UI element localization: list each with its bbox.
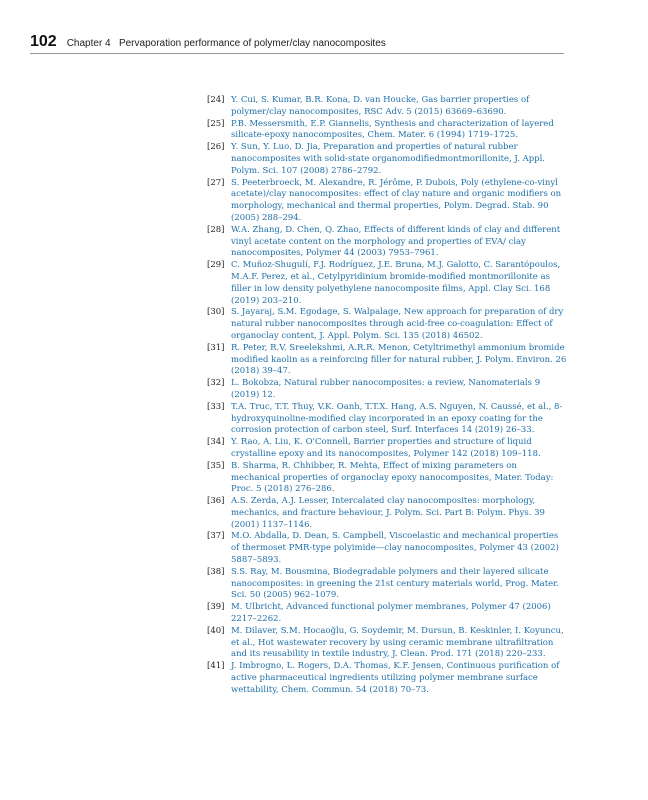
reference-item bbox=[207, 260, 567, 307]
reference-text[interactable]: Y. Sun, Y. Luo, D. Jia, Preparation and properties of natural rubber nanocomposites with solid-state organomodifiedmontmorillonite, J. Appl. Polym. Sci. 107 (2008) 2786–2792. bbox=[231, 142, 546, 176]
reference-number: [25] bbox=[207, 118, 225, 129]
reference-item bbox=[207, 225, 567, 260]
reference-number: [37] bbox=[207, 531, 225, 542]
reference-text[interactable]: S. Peeterbroeck, M. Alexandre, R. Jérôme, P. Dubois, Poly (ethylene-co-vinyl acetate)/clay nanocomposites: effect of clay nature and organic modifiers on morphology, mechanical and thermal properties, Polym. Degrad. Stab. 90 (2005) 288–294. bbox=[231, 177, 562, 223]
reference-number: [36] bbox=[207, 496, 225, 507]
reference-item bbox=[207, 378, 567, 402]
reference-item bbox=[207, 602, 567, 626]
reference-item bbox=[207, 437, 567, 461]
reference-number: [32] bbox=[207, 378, 225, 389]
reference-number: [40] bbox=[207, 625, 225, 636]
reference-number: [27] bbox=[207, 177, 225, 188]
reference-text[interactable]: S. Jayaraj, S.M. Egodage, S. Walpalage, New approach for preparation of dry natural rubber nanocomposites through acid-free co-coagulation: Effect of organoclay content, J. Appl. Polym. Sci. 135 (2018) 46502. bbox=[231, 307, 564, 341]
reference-text[interactable]: R. Peter, R.V. Sreelekshmi, A.R.R. Menon, Cetyltrimethyl ammonium bromide modified kaolin as a reinforcing filler for natural rubber, J. Polym. Environ. 26 (2018) 39–47. bbox=[231, 342, 567, 377]
reference-item bbox=[207, 178, 567, 225]
reference-number: [33] bbox=[207, 401, 225, 412]
reference-text[interactable]: S.S. Ray, M. Bousmina, Biodegradable polymers and their layered silicate nanocomposites: in greening the 21st century materials world, Prog. Mater. Sci. 50 (2005) 962–1079. bbox=[231, 566, 560, 601]
reference-number: [34] bbox=[207, 437, 225, 448]
running-head: Chapter 4 Pervaporation performance of polymer/clay nanocomposites bbox=[66, 38, 386, 49]
reference-text[interactable]: P.B. Messersmith, E.P. Giannelis, Synthesis and characterization of layered silicate-epoxy nanocomposites, Chem. Mater. 6 (1994) 1719–1725. bbox=[231, 118, 554, 141]
reference-list bbox=[207, 95, 567, 697]
reference-item bbox=[207, 343, 567, 378]
reference-text[interactable]: T.A. Truc, T.T. Thuy, V.K. Oanh, T.T.X. Hang, A.S. Nguyen, N. Caussé, et al., 8-hydroxyquinoline-modified clay incorporated in an epoxy coating for the corrosion protection of carbon steel, Surf. Interfaces 14 (2019) 26–33. bbox=[231, 401, 563, 436]
reference-text[interactable]: Y. Rao, A. Liu, K. O'Connell, Barrier properties and structure of liquid crystalline epoxy and its nanocomposites, Polymer 142 (2018) 109–118. bbox=[231, 437, 541, 459]
reference-item bbox=[207, 307, 567, 342]
reference-number: [30] bbox=[207, 307, 225, 318]
reference-item bbox=[207, 142, 567, 177]
reference-text[interactable]: M. Dilaver, S.M. Hocaoğlu, G. Soydemir, M. Dursun, B. Keskinler, I. Koyuncu, et al., Hot wastewater recovery by using ceramic membrane ultrafiltration and its reusability in textile industry, J. Clean. Prod. 171 (2018) 220–233. bbox=[231, 625, 564, 660]
reference-number: [41] bbox=[207, 661, 225, 672]
reference-number: [35] bbox=[207, 460, 225, 471]
reference-number: [29] bbox=[207, 260, 225, 271]
reference-number: [24] bbox=[207, 95, 225, 105]
reference-text[interactable]: B. Sharma, R. Chhibber, R. Mehta, Effect of mixing parameters on mechanical properties of organoclay epoxy nanocomposites, Mater. Today: Proc. 5 (2018) 276–286. bbox=[231, 460, 554, 495]
reference-item bbox=[207, 567, 567, 602]
reference-text[interactable]: M. Ulbricht, Advanced functional polymer membranes, Polymer 47 (2006) 2217–2262. bbox=[231, 602, 551, 625]
reference-item bbox=[207, 531, 567, 566]
reference-text[interactable]: J. Imbrogno, L. Rogers, D.A. Thomas, K.F. Jensen, Continuous purification of active pharmaceutical ingredients utilizing polymer membrane surface wettability, Chem. Commun. 54 (2018) 70–73. bbox=[231, 661, 560, 695]
reference-item bbox=[207, 119, 567, 143]
reference-item bbox=[207, 461, 567, 496]
reference-number: [28] bbox=[207, 224, 225, 235]
reference-number: [39] bbox=[207, 602, 225, 613]
reference-number: [26] bbox=[207, 142, 225, 153]
reference-item bbox=[207, 496, 567, 531]
reference-text[interactable]: M.O. Abdalla, D. Dean, S. Campbell, Viscoelastic and mechanical properties of thermoset PMR-type polyimide—clay nanocomposites, Polymer 43 (2002) 5887–5893. bbox=[231, 531, 559, 566]
reference-text[interactable]: W.A. Zhang, D. Chen, Q. Zhao, Effects of different kinds of clay and different vinyl acetate content on the morphology and properties of EVA/ clay nanocomposites, Polymer 44 (2003) 7953–7961. bbox=[231, 224, 561, 259]
page-number: 102 bbox=[30, 33, 57, 50]
reference-item bbox=[207, 661, 567, 696]
reference-item bbox=[207, 402, 567, 437]
reference-text[interactable]: L. Bokobza, Natural rubber nanocomposites: a review, Nanomaterials 9 (2019) 12. bbox=[231, 378, 541, 400]
reference-text[interactable]: C. Muñoz-Shugulí, F.J. Rodríguez, J.E. Bruna, M.J. Galotto, C. Sarantópoulos, M.A.F. Perez, et al., Cetylpyridinium bromide-modified montmorillonite as filler in low density polyethylene nanocomposite films, Appl. Clay Sci. 168 (2019) 203–210. bbox=[231, 260, 561, 306]
page-header bbox=[30, 34, 564, 54]
reference-number: [31] bbox=[207, 342, 225, 353]
reference-item bbox=[207, 626, 567, 661]
reference-text[interactable]: A.S. Zerda, A.J. Lesser, Intercalated clay nanocomposites: morphology, mechanics, and fracture behaviour, J. Polym. Sci. Part B: Polym. Phys. 39 (2001) 1137–1146. bbox=[231, 496, 545, 530]
reference-text[interactable]: Y. Cui, S. Kumar, B.R. Kona, D. van Houcke, Gas barrier properties of polymer/clay nanocomposites, RSC Adv. 5 (2015) 63669–63690. bbox=[231, 95, 530, 117]
reference-item bbox=[207, 95, 567, 119]
reference-number: [38] bbox=[207, 566, 225, 577]
